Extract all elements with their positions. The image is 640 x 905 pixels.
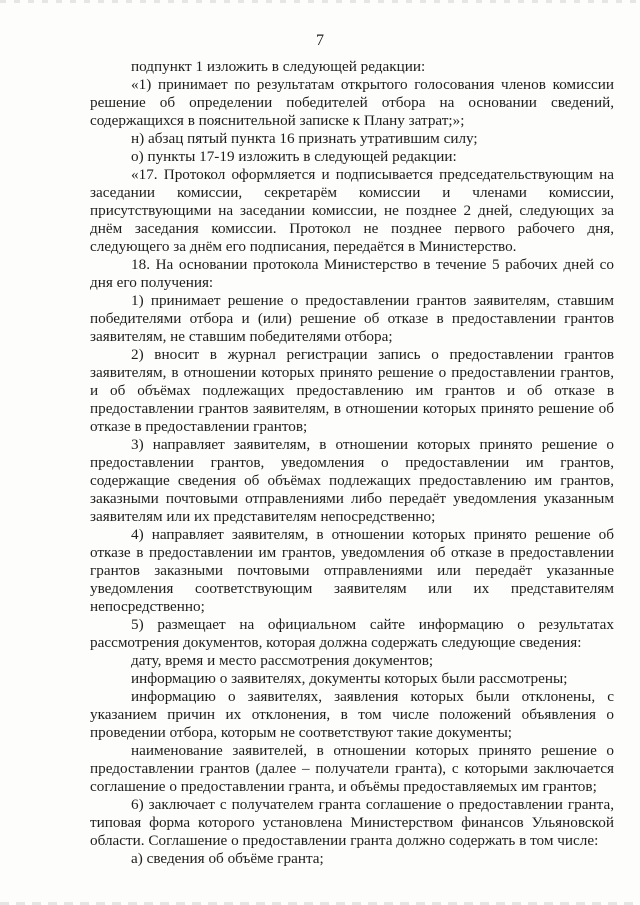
- scan-edge-top: [0, 0, 640, 3]
- paragraph: 3) направляет заявителям, в отношении которых принято решение о предоставлении грантов, уведомления о предоставлении им грантов, содержащие сведения об объёмах подлежащих предоставлению им грантов, заказными почтовыми отправлениями либо передаёт уведомления указанным заявителям или их представителям непосредственно;: [90, 436, 614, 525]
- paragraph: информацию о заявителях, документы которых были рассмотрены;: [131, 670, 568, 687]
- paragraph: а) сведения об объёме гранта;: [131, 850, 324, 867]
- paragraph: 2) вносит в журнал регистрации запись о предоставлении грантов заявителям, в отношении которых принято решение о предоставлении грантов, и об объёмах подлежащих предоставлению им грантов и об отказе в предоставлении грантов заявителям, в отношении которых принято решение об отказе в предоставлении грантов;: [90, 346, 614, 435]
- paragraph: 4) направляет заявителям, в отношении которых принято решение об отказе в предоставлении им грантов, уведомления об отказе в предоставлении грантов заказными почтовыми отправлениями или передаёт указанные уведомления соответствующим заявителям или их представителям непосредственно;: [90, 526, 614, 615]
- paragraph: дату, время и место рассмотрения документов;: [131, 652, 434, 669]
- paragraph: «1) принимает по результатам открытого голосования членов комиссии решение об определении победителей отбора на основании сведений, содержащихся в пояснительной записке к Плану затрат;»;: [90, 76, 614, 129]
- paragraph: информацию о заявителях, заявления которых были отклонены, с указанием причин их отклонения, в том числе положений объявления о проведении отбора, которым не соответствуют такие документы;: [90, 688, 614, 741]
- paragraph: «17. Протокол оформляется и подписывается председательствующим на заседании комиссии, секретарём комиссии и членами комиссии, присутствующими на заседании комиссии, не позднее 2 дней, следующих за днём заседания комиссии. Протокол не позднее первого рабочего дня, следующего за днём его подписания, передаётся в Министерство.: [90, 166, 614, 255]
- document-body: [90, 58, 614, 868]
- paragraph: наименование заявителей, в отношении которых принято решение о предоставлении грантов (далее – получатели гранта), с которыми заключается соглашение о предоставлении гранта, и объёмы предоставляемых им грантов;: [90, 742, 614, 795]
- paragraph: 1) принимает решение о предоставлении грантов заявителям, ставшим победителями отбора и (или) решение об отказе в предоставлении грантов заявителям, не ставшим победителями отбора;: [90, 292, 614, 345]
- paragraph: 18. На основании протокола Министерство в течение 5 рабочих дней со дня его получения:: [90, 256, 614, 291]
- paragraph: подпункт 1 изложить в следующей редакции:: [131, 58, 426, 75]
- paragraph: н) абзац пятый пункта 16 признать утратившим силу;: [131, 130, 478, 147]
- paragraph: 5) размещает на официальном сайте информацию о результатах рассмотрения документов, которая должна содержать следующие сведения:: [90, 616, 614, 651]
- paragraph: о) пункты 17-19 изложить в следующей редакции:: [131, 148, 457, 165]
- page-number: 7: [316, 32, 324, 49]
- paragraph: 6) заключает с получателем гранта соглашение о предоставлении гранта, типовая форма которого установлена Министерством финансов Ульяновской области. Соглашение о предоставлении гранта должно содержать в том числе:: [90, 796, 614, 849]
